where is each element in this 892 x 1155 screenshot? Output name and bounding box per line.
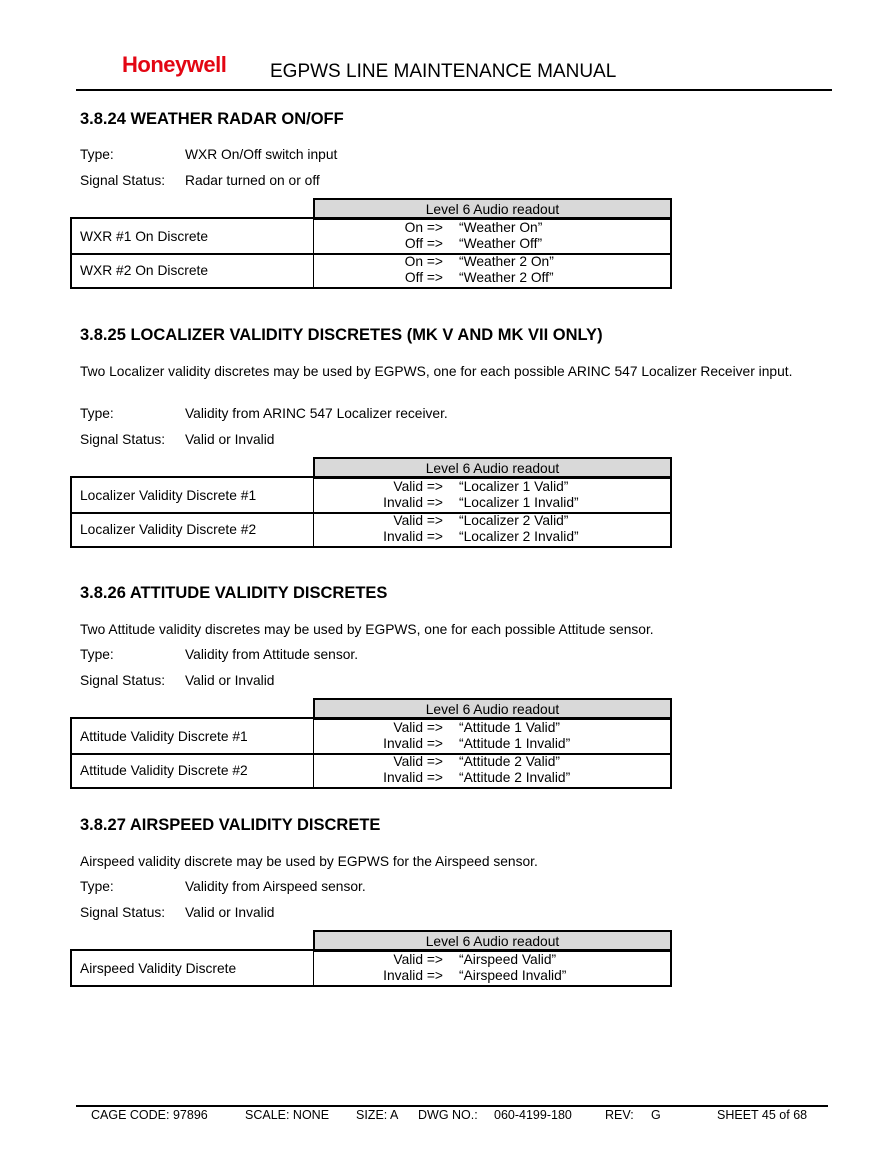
dwg-number: 060-4199-180 — [494, 1108, 572, 1122]
honeywell-logo: Honeywell — [122, 52, 227, 77]
dwg-label: DWG NO.: — [418, 1108, 478, 1122]
audio-phrase: “Weather Off” — [459, 236, 543, 251]
table-row — [70, 753, 672, 789]
table-row — [70, 717, 672, 755]
type-label: Type: — [80, 406, 114, 421]
audio-readout — [314, 753, 670, 787]
section-attitude-validity — [80, 584, 810, 688]
section-title: 3.8.27 AIRSPEED VALIDITY DISCRETE — [80, 816, 381, 834]
state-label: Valid => — [393, 479, 443, 494]
type-value: Validity from ARINC 547 Localizer receiver. — [185, 406, 448, 421]
audio-phrase: “Weather 2 Off” — [459, 270, 554, 285]
section-airspeed-validity — [80, 816, 810, 920]
audio-phrase: “Localizer 1 Valid” — [459, 479, 569, 494]
signal-status-value: Radar turned on or off — [185, 173, 320, 188]
signal-status-value: Valid or Invalid — [185, 673, 275, 688]
table-header: Level 6 Audio readout — [313, 198, 672, 220]
state-label: Off => — [404, 236, 443, 251]
audio-phrase: “Localizer 2 Valid” — [459, 513, 569, 528]
audio-phrase: “Airspeed Invalid” — [459, 968, 567, 983]
signal-status-label: Signal Status: — [80, 673, 166, 688]
cage-code: CAGE CODE: 97896 — [91, 1108, 208, 1122]
audio-phrase: “Attitude 2 Valid” — [459, 754, 560, 769]
type-label: Type: — [80, 879, 114, 894]
section-weather-radar — [80, 110, 810, 188]
state-label: Invalid => — [383, 495, 443, 510]
state-label: Invalid => — [383, 770, 443, 785]
audio-readout — [314, 719, 670, 753]
section-intro: Two Localizer validity discretes may be used by EGPWS, one for each possible ARINC 547 Localizer Receiver input. — [80, 364, 793, 379]
audio-phrase: “Attitude 1 Valid” — [459, 720, 560, 735]
state-label: Valid => — [393, 754, 443, 769]
manual-title: EGPWS LINE MAINTENANCE MANUAL — [270, 61, 617, 82]
type-value: WXR On/Off switch input — [185, 147, 338, 162]
audio-phrase: “Airspeed Valid” — [459, 952, 557, 967]
state-label: Valid => — [393, 720, 443, 735]
size: SIZE: A — [356, 1108, 399, 1122]
audio-readout — [314, 253, 670, 287]
state-label: Invalid => — [383, 968, 443, 983]
audio-readout — [314, 512, 670, 546]
type-value: Validity from Airspeed sensor. — [185, 879, 366, 894]
signal-status-label: Signal Status: — [80, 432, 166, 447]
state-label: Valid => — [393, 513, 443, 528]
discrete-name: WXR #1 On Discrete — [80, 228, 209, 244]
discrete-name: WXR #2 On Discrete — [80, 262, 209, 278]
table-row — [70, 217, 672, 255]
discrete-name: Airspeed Validity Discrete — [80, 960, 237, 976]
discrete-name: Localizer Validity Discrete #2 — [80, 521, 257, 537]
table-row — [70, 476, 672, 514]
audio-phrase: “Attitude 1 Invalid” — [459, 736, 571, 751]
type-label: Type: — [80, 647, 114, 662]
type-value: Validity from Attitude sensor. — [185, 647, 359, 662]
signal-status-value: Valid or Invalid — [185, 905, 275, 920]
discrete-name: Attitude Validity Discrete #1 — [80, 728, 248, 744]
section-title: 3.8.25 LOCALIZER VALIDITY DISCRETES (MK V AND MK VII ONLY) — [80, 326, 603, 344]
type-label: Type: — [80, 147, 114, 162]
audio-phrase: “Weather 2 On” — [459, 254, 554, 269]
audio-phrase: “Weather On” — [459, 220, 543, 235]
audio-readout — [314, 478, 670, 512]
footer-divider — [76, 1105, 828, 1107]
rev-value: G — [651, 1108, 661, 1122]
state-label: Valid => — [393, 952, 443, 967]
discrete-name: Attitude Validity Discrete #2 — [80, 762, 248, 778]
signal-status-value: Valid or Invalid — [185, 432, 275, 447]
table-row — [70, 512, 672, 548]
header-divider — [76, 89, 832, 91]
section-localizer-validity — [80, 326, 810, 447]
state-label: Invalid => — [383, 529, 443, 544]
table-header: Level 6 Audio readout — [313, 457, 672, 479]
audio-phrase: “Attitude 2 Invalid” — [459, 770, 571, 785]
scale: SCALE: NONE — [245, 1108, 330, 1122]
state-label: Invalid => — [383, 736, 443, 751]
sheet-number: SHEET 45 of 68 — [717, 1108, 808, 1122]
state-label: On => — [404, 220, 443, 235]
audio-readout — [314, 219, 670, 253]
section-intro: Two Attitude validity discretes may be used by EGPWS, one for each possible Attitude sensor. — [80, 622, 654, 637]
section-intro: Airspeed validity discrete may be used by EGPWS for the Airspeed sensor. — [80, 854, 538, 869]
table-header: Level 6 Audio readout — [313, 930, 672, 952]
signal-status-label: Signal Status: — [80, 905, 166, 920]
audio-readout — [314, 951, 670, 985]
discrete-name: Localizer Validity Discrete #1 — [80, 487, 257, 503]
rev-label: REV: — [605, 1108, 634, 1122]
audio-phrase: “Localizer 2 Invalid” — [459, 529, 579, 544]
table-row — [70, 253, 672, 289]
state-label: On => — [404, 254, 443, 269]
table-row — [70, 949, 672, 987]
section-title: 3.8.26 ATTITUDE VALIDITY DISCRETES — [80, 584, 388, 602]
state-label: Off => — [404, 270, 443, 285]
signal-status-label: Signal Status: — [80, 173, 166, 188]
table-header: Level 6 Audio readout — [313, 698, 672, 720]
section-title: 3.8.24 WEATHER RADAR ON/OFF — [80, 110, 344, 128]
audio-phrase: “Localizer 1 Invalid” — [459, 495, 579, 510]
